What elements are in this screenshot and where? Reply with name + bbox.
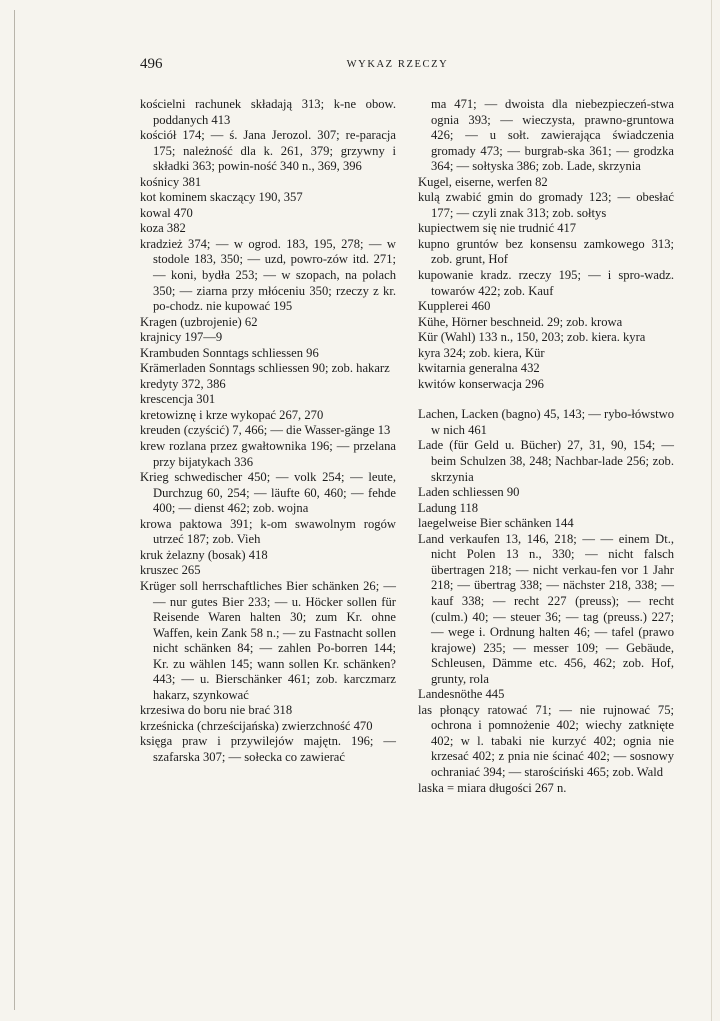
index-entry: kupowanie kradz. rzeczy 195; — i spro-wadz. towarów 422; zob. Kauf [418,268,674,298]
index-entry: Krüger soll herrschaftliches Bier schänken 26; — — nur gutes Bier 233; — u. Höcker sollen für Reisende Waren halten 30; zum Kr. ohne Waffen, kein Zank 58 n.; — zu Fastnacht sollen nicht schänken 84; — zahlen Po-borren 144; Kr. zu wählen 145; wann sollen Kr. schänken? 443; — u. Bierschänker 461; zob. karczmarz hakarz, szynkować [140,578,396,702]
index-column-right [418,97,674,796]
index-entry: las płonący ratować 71; — nie rujnować 75; ochrona i pomnożenie 402; wiechy zatknięte 402; w l. tabaki nie kurzyć 402; ognia nie krzesać 402; z pnia nie ścinać 402; — sosnowy ochraniać 394; — starościński 465; zob. Wald [418,702,674,779]
page-right-edge [711,0,712,1021]
index-entry: ma 471; — dwoista dla niebezpieczeń-stwa ognia 393; — wieczysta, prawno-gruntowa 426; — u sołt. zawierająca świadczenia gromady 473; — burgrab-ska 361; — grodzka 364; — sołtyska 386; zob. Lade, skrzynia [431,97,674,174]
section-gap [418,392,674,407]
index-entry: laegelweise Bier schänken 144 [418,516,574,531]
index-entry: kulą zwabić gmin do gromady 123; — obesłać 177; — czyli znak 313; zob. sołtys [418,190,674,220]
index-entry: kot kominem skaczący 190, 357 [140,190,303,205]
index-entry: kruszec 265 [140,563,201,578]
index-entry: Landesnöthe 445 [418,687,505,702]
page-number: 496 [140,56,163,72]
index-column-left [140,97,396,766]
index-entry: kwitów konserwacja 296 [418,376,544,391]
index-entry: księga praw i przywilejów majętn. 196; — szafarska 307; — sołecka co zawierać [140,734,396,764]
index-entry: Krieg schwedischer 450; — volk 254; — leute, Durchzug 60, 254; — läufte 60, 460; — fehde 400; — dienst 462; zob. wojna [140,470,396,516]
index-entry: kwitarnia generalna 432 [418,361,540,376]
index-entry: kościelni rachunek składają 313; k-ne obow. poddanych 413 [140,97,396,127]
index-entry: Laden schliessen 90 [418,485,520,500]
index-entry: kupiectwem się nie trudnić 417 [418,221,577,236]
index-entry: Kragen (uzbrojenie) 62 [140,314,258,329]
index-entry: Krämerladen Sonntags schliessen 90; zob. hakarz [140,361,390,376]
index-entry: kościół 174; — ś. Jana Jerozol. 307; re-paracja 175; należność dla k. 261, 379; grzywny i składki 363; powin-ność 340 n., 369, 396 [140,128,396,174]
index-entry: krew rozlana przez gwałtownika 196; — przelana przy bijatykach 336 [140,439,396,469]
page-left-edge [14,10,15,1010]
index-entry: kredyty 372, 386 [140,376,226,391]
index-entry: Kühe, Hörner beschneid. 29; zob. krowa [418,314,623,329]
index-entry: krześnicka (chrześcijańska) zwierzchność 470 [140,718,373,733]
index-entry: krowa paktowa 391; k-om swawolnym rogów utrzeć 187; zob. Vieh [140,516,396,547]
index-entry: kośnicy 381 [140,174,202,189]
running-head: WYKAZ RZECZY [346,59,449,70]
page-header [140,56,655,78]
index-entry: Ladung 118 [418,500,479,515]
index-entry: Lachen, Lacken (bagno) 45, 143; — rybo-łówstwo w nich 461 [418,407,675,437]
index-entry: Kür (Wahl) 133 n., 150, 203; zob. kiera. kyra [418,330,646,345]
index-entry: kradzież 374; — w ogrod. 183, 195, 278; — w stodole 183, 350; — uzd, powro-zów itd. 271; — koni, bydła 253; — w szopach, na polach 350; — ziarna przy młóceniu 350; rzeczy z kr. po-chodz. nie kupować 195 [140,236,396,314]
index-entry: Kupplerei 460 [418,299,491,314]
index-entry: laska = miara długości 267 n. [418,780,567,795]
index-entry: Krambuden Sonntags schliessen 96 [140,345,319,360]
index-entry: kupno gruntów bez konsensu zamkowego 313; zob. grunt, Hof [418,236,674,267]
index-entry: Land verkaufen 13, 146, 218; — — einem Dt., nicht Polen 13 n., 330; — nicht falsch übertragen 218; — nicht verkau-fen vor 1 Jahr 218; — übertrag 338; — nächster 218, 338; — kauf 338; — recht 227 (preuss); — recht (culm.) 40; — steuer 36; — tag (preuss.) 227; — wege i. Ordnung halten 46; — tafel (prawo krajowe) 235; — messer 109; — Gebäude, Schleusen, Dämme etc. 456, 462; zob. Hof, grunty, rola [418,531,674,686]
index-entry: krajnicy 197—9 [140,330,223,345]
index-entry: kretowiznę i krze wykopać 267, 270 [140,407,324,422]
index-entry: krzesiwa do boru nie brać 318 [140,703,293,718]
index-entry: Lade (für Geld u. Bücher) 27, 31, 90, 154; — beim Schulzen 38, 248; Nachbar-lade 256; zob. skrzynia [418,438,674,484]
index-entry: kreuden (czyścić) 7, 466; — die Wasser-gänge 13 [140,423,391,438]
index-entry: krescencja 301 [140,392,216,407]
index-entry: kowal 470 [140,205,193,220]
index-entry: koza 382 [140,221,186,236]
index-entry: kyra 324; zob. kiera, Kür [418,345,545,360]
index-entry: kruk żelazny (bosak) 418 [140,547,268,562]
index-entry: Kugel, eiserne, werfen 82 [418,174,548,189]
